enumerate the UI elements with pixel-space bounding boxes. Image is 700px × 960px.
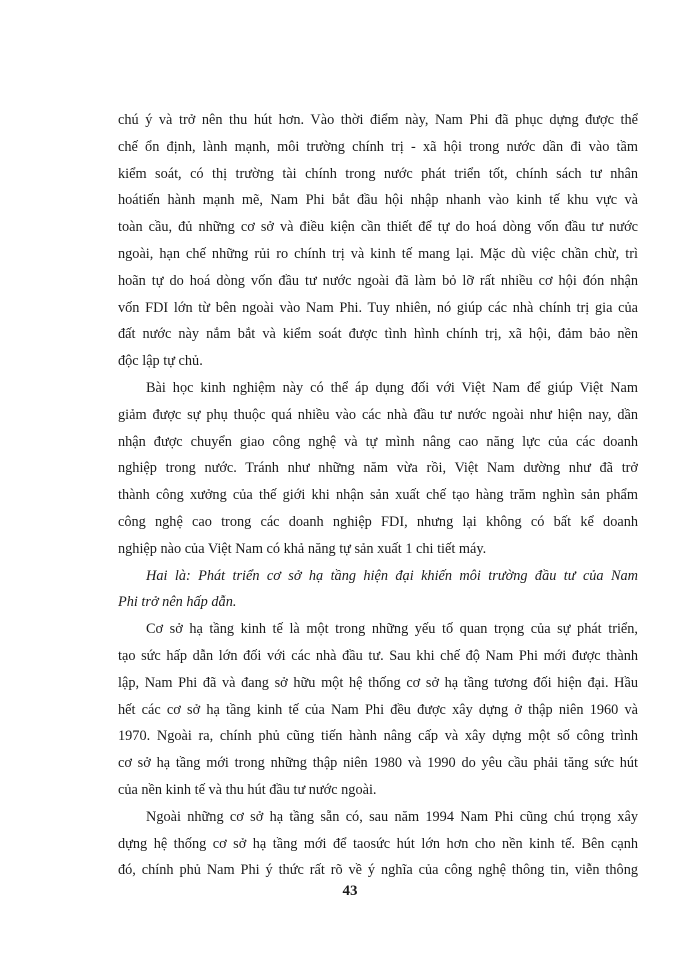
text-line: nhận được chuyển giao công nghệ và tự mình nâng cao năng lực của các doanh bbox=[118, 433, 638, 450]
text-line: lập, Nam Phi đã và đang sở hữu một hệ thống cơ sở hạ tầng tương đối hiện đại. Hầu bbox=[118, 674, 638, 691]
text-line: độc lập tự chủ. bbox=[118, 353, 203, 370]
text-line: vốn FDI lớn từ bên ngoài vào Nam Phi. Tuy nhiên, nó giúp các nhà chính trị gia của bbox=[118, 299, 638, 316]
text-line: Cơ sở hạ tầng kinh tế là một trong những yếu tố quan trọng của sự phát triển, bbox=[146, 621, 638, 638]
document-body bbox=[118, 107, 638, 884]
text-line: chú ý và trở nên thu hút hơn. Vào thời điểm này, Nam Phi đã phục dựng được thể bbox=[118, 112, 638, 128]
text-line: công nghệ cao trong các doanh nghiệp FDI, nhưng lại không có bất kể doanh bbox=[118, 513, 638, 530]
text-line: nghiệp trong nước. Tránh như những năm vừa rồi, Việt Nam dường như đã trở bbox=[118, 460, 638, 477]
text-line: Phi trở nên hấp dẫn. bbox=[118, 594, 237, 611]
text-line: Hai là: Phát triển cơ sở hạ tầng hiện đại khiến môi trường đầu tư của Nam bbox=[146, 567, 638, 584]
paragraph-lesson bbox=[118, 375, 638, 563]
paragraph-post-1994 bbox=[118, 804, 638, 884]
text-line: cơ sở hạ tầng mới trong những thập niên 1980 và 1990 do yêu cầu phải tăng sức hút bbox=[118, 755, 638, 772]
text-line: ngoài, hạn chế những rủi ro chính trị và kinh tế mang lại. Mặc dù việc chần chừ, trì bbox=[118, 245, 638, 262]
text-line: thành công xưởng của thế giới khi nhận sản xuất chế tạo hàng trăm nghìn sản phẩm bbox=[118, 487, 638, 504]
text-line: hoátiến hành mạnh mẽ, Nam Phi bắt đầu hội nhập nhanh vào kinh tế khu vực và bbox=[118, 192, 638, 209]
text-line: Ngoài những cơ sở hạ tầng sẵn có, sau năm 1994 Nam Phi cũng chú trọng xây bbox=[146, 808, 638, 825]
text-line: chế ổn định, lành mạnh, môi trường chính trị - xã hội trong nước dần đi vào tầm bbox=[118, 138, 638, 155]
text-line: dựng hệ thống cơ sở hạ tầng mới để taosức hút lớn hơn cho nền kinh tế. Bên cạnh bbox=[118, 835, 638, 852]
text-line: 1970. Ngoài ra, chính phủ cũng tiến hành nâng cấp và xây dựng một số công trình bbox=[118, 728, 638, 745]
page-number: 43 bbox=[342, 883, 358, 899]
paragraph-infrastructure bbox=[118, 616, 638, 804]
text-line: Bài học kinh nghiệm này có thể áp dụng đối với Việt Nam để giúp Việt Nam bbox=[146, 379, 638, 396]
text-line: hết các cơ sở hạ tầng kinh tế của Nam Phi đều được xây dựng ở thập niên 1960 và bbox=[118, 701, 638, 718]
text-line: hoãn tự do hoá dòng vốn đầu tư nước ngoài đã làm bỏ lỡ rất nhiều cơ hội đón nhận bbox=[118, 272, 638, 289]
text-line: đất nước này nắm bắt và kiểm soát được tình hình chính trị, xã hội, đảm bảo nền bbox=[118, 326, 638, 343]
text-line: toàn cầu, đủ những cơ sở và điều kiện cần thiết để tự do hoá dòng vốn đầu tư nước bbox=[118, 219, 638, 236]
text-line: đó, chính phủ Nam Phi ý thức rất rõ về ý nghĩa của công nghệ thông tin, viễn thông bbox=[118, 862, 638, 879]
section-heading-two bbox=[118, 563, 638, 617]
text-line: của nền kinh tế và thu hút đầu tư nước ngoài. bbox=[118, 781, 377, 798]
text-line: giảm được sự phụ thuộc quá nhiều vào các nhà đầu tư nước ngoài như hiện nay, dần bbox=[118, 406, 638, 423]
text-line: tạo sức hấp dẫn lớn đối với các nhà đầu tư. Sau khi chế độ Nam Phi mới được thành bbox=[118, 647, 638, 664]
text-line: nghiệp nào của Việt Nam có khả năng tự sản xuất 1 chi tiết máy. bbox=[118, 540, 487, 557]
paragraph-continuation bbox=[118, 107, 638, 375]
text-line: kiểm soát, có thị trường tài chính trong nước phát triển tốt, chính sách tư nhân bbox=[118, 165, 638, 182]
